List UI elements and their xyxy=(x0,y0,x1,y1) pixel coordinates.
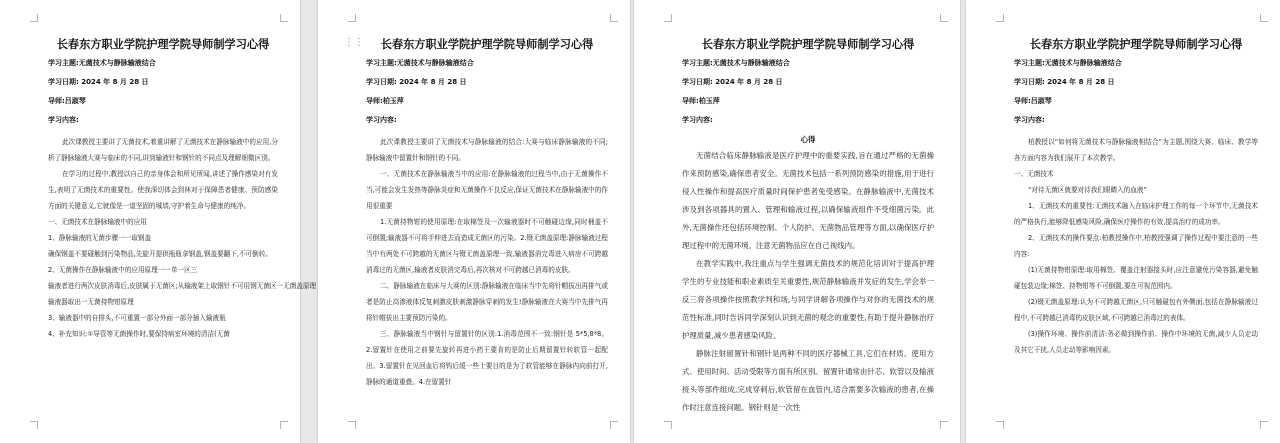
corner-mark xyxy=(1260,14,1268,22)
corner-mark xyxy=(664,421,672,429)
body-line: 一、无菌技术在静脉输液中的应用 xyxy=(48,218,147,226)
corner-mark xyxy=(940,14,948,22)
page-title: 长春东方职业学院护理学院导师制学习心得 xyxy=(380,37,594,51)
corner-mark xyxy=(280,421,288,429)
mentor: 导师:柏玉萍 xyxy=(682,97,720,105)
document-page-1 xyxy=(0,0,317,443)
body-paragraph: 1、无菌技术的重要性:无菌技术融入在临床护理工作的每一个环节中,无菌技术的严格执行,能够降低感染风险,确保医疗操作的有效,提高治疗的成功率。 xyxy=(1014,202,1258,226)
study-content-label: 学习内容: xyxy=(1014,116,1045,124)
section-heading: 心得 xyxy=(800,135,816,144)
page-title: 长春东方职业学院护理学院导师制学习心得 xyxy=(56,37,270,51)
mentor: 导师:吕淑琴 xyxy=(48,97,86,105)
study-content-label: 学习内容: xyxy=(366,116,397,124)
corner-mark xyxy=(348,421,356,429)
body-paragraph: 在教学实践中,我注重点与学生强调无菌技术的规范化培训对于提高护理学生的专业技能和职业素质至关重要性,规范静脉输液并发症的发生,学会举一反三将各项操作按照教学判和场,与同学讲解各项操作与对你的无菌技术的规范性标准,同时告诉同学深刻认识到无菌的观念的重要性,有助于提升静脉治疗护理质量,减少患者感染风险。 xyxy=(682,259,934,340)
corner-mark xyxy=(1260,421,1268,429)
body-paragraph: “对待无菌区就要对待我们眼睛入的血液” xyxy=(1028,186,1147,194)
study-date: 学习日期: 2024 年 8 月 28 日 xyxy=(48,78,149,86)
body-line: 一、无菌技术 xyxy=(1014,170,1054,178)
body-paragraph: (3)操作环境、操作前清洁:务必做到操作前、操作中环境的无菌,减少人员走动及其它干扰,人员走动等影响因素。 xyxy=(1014,330,1258,354)
body-paragraph: 静脉注射留置针和钢针是两种不同的医疗器械工具,它们在材质、使用方式、使用时间、活动受限等方面有所区别。留置针通常由针芯、软管以及输液接头等部件组成,完成穿刺后,软管留在血管内,适合需要多次输液的患者,在操作时注意连接问题。钢针则是一次性 xyxy=(682,349,934,412)
body-line: 确保钢盖不要碰触到污染物品,先旋开提供瓶瓶拿钢盖,钢盖要翻下,不可倒转。 xyxy=(48,250,272,258)
corner-mark xyxy=(940,421,948,429)
document-page-4 xyxy=(966,0,1280,443)
body-line: 2、无菌操作在静脉输液中的应用原理一一单一区三 xyxy=(48,266,198,274)
body-paragraph: (1)无菌持物钳原理:取用棉签、覆盖注射器接头时,应注意避免污染容器,避免触碰包装边缘;棉签、持物钳等不可倒置,要在可视范围内。 xyxy=(1014,266,1258,290)
body-paragraph: 在学习的过程中,教授以自己的亲身体会和所见所闻,讲述了操作感染对有发生,表明了无菌技术的重要性。使我深切体会到林对于保障患者健康、预防感染方面的关键意义,它就像是一道坚固的城墙,守护着生命与健康的纯净。 xyxy=(48,170,278,210)
mentor: 导师:柏玉萍 xyxy=(366,97,404,105)
corner-mark xyxy=(996,421,1004,429)
body-paragraph: 1.无菌持物钳的使用原理:在取棉签及一次输液器时不可触碰边缘,同时桶盖不可倒置;输液器不可将手伸进去而造成无菌区的污染。2.镊无菌盖原理:静脉输液过程当中有两处不可跨越的无菌区与镊无菌盖原理一致,输液器消完毒进入病房不可跨越消毒过的无菌区,输液者皮肤消完毒后,再次核对不可跨越已消毒的皮肤。 xyxy=(366,218,608,274)
study-topic: 学习主题:无菌技术与静脉输液结合 xyxy=(682,59,790,67)
study-topic: 学习主题:无菌技术与静脉输液结合 xyxy=(48,59,156,67)
document-page-3 xyxy=(634,0,960,443)
body-paragraph: 此次课教授主要讲了无菌技术与静脉输液的结合:大赛与临床静脉输液的不同;静脉输液中留置针和钢针的不同。 xyxy=(366,138,608,162)
study-date: 学习日期: 2024 年 8 月 28 日 xyxy=(366,78,467,86)
body-line: 输液器取出一无菌持物钳原理 xyxy=(48,298,134,306)
body-paragraph: 2、无菌技术的操作要点:柏教授操作中,柏教授强调了操作过程中要注意的一些内容: xyxy=(1014,234,1258,258)
page-body xyxy=(366,134,608,390)
corner-mark xyxy=(610,14,618,22)
page-title: 长春东方职业学院护理学院导师制学习心得 xyxy=(1029,37,1243,51)
body-paragraph: 三、静脉输液当中钢针与留置针的区别:1.消毒范围不一致:钢针是 5*5,8*8。2.留置针在使用之前要先旋转再进小药王要肯的是防止后期留置针转软管一起配出。3.留置针在见回血后将钩后缓一些士要目的是为了软管能够在静脉内向前打开,静脉的通道重叠。4.在留置针 xyxy=(366,330,608,386)
mentor: 导师:吕淑琴 xyxy=(1014,97,1052,105)
body-line: 3、输液器中的自排头,不可重置一部分外面一部分插入输液瓶 xyxy=(48,314,226,322)
page-body xyxy=(682,147,934,417)
page-body xyxy=(48,134,317,342)
corner-mark xyxy=(30,14,38,22)
corner-mark xyxy=(280,14,288,22)
drag-handle-icon[interactable]: ⋮⋮ xyxy=(344,37,364,48)
page-title: 长春东方职业学院护理学院导师制学习心得 xyxy=(701,37,915,51)
study-content-label: 学习内容: xyxy=(48,116,79,124)
corner-mark xyxy=(610,421,618,429)
corner-mark xyxy=(664,14,672,22)
corner-mark xyxy=(996,14,1004,22)
corner-mark xyxy=(348,14,356,22)
body-paragraph: (2)镊无菌盖原理:认为不可跨越无菌区,只可触碰包有外侧面,包括在静脉输液过程中,不可跨越已消毒的皮肤区域,不可跨越已消毒过的表体。 xyxy=(1014,298,1258,322)
body-paragraph: 此次课教授主要讲了无菌技术,着重讲解了无菌技术在静脉输液中的应用,分析了静脉输液大赛与临床的不同,讲到输液针和钢针的不同点及理解细微区别。 xyxy=(48,138,278,162)
study-topic: 学习主题:无菌技术与静脉输液结合 xyxy=(1014,59,1122,67)
body-line: 1、静脉输液的无菌步骤一一取钢盖 xyxy=(48,234,152,242)
study-date: 学习日期: 2024 年 8 月 28 日 xyxy=(682,78,783,86)
body-line: 4、补充知识:①导管等无菌操作时,要保持病室环境的清洁(无菌 xyxy=(48,330,230,338)
body-paragraph: 柏教授以“如何将无菌技术与静脉输液相结合”为主题,围绕大赛、临床、教学等各方面内容为我们展开了本次教学。 xyxy=(1014,138,1258,162)
body-paragraph: 无菌结合临床静脉输液是医疗护理中的重要实践,旨在通过严格的无菌操作来预防感染,确保患者安全。无菌技术包括一系列预防感染的措施,用于进行侵入性操作和提高医疗质量时间保护患者免受感染。在静脉输液中,无菌技术涉及到各项器具的置入、管理和输液过程,以确保输液组件不受细菌污染。此外,无菌操作还包括环境控制、个人防护、无菌物品管理等方面,以确保医疗护理过程中的无菌环境。注意无菌物品应在自己视线内。 xyxy=(682,151,934,250)
body-paragraph: 二、静脉输液在临床与大赛的区别:静脉输液在临床当中先将针帽拔出再排气或者是防止高渗液体反复刺激皮肤刺激静脉穿刺的发生!静脉输液在大赛当中先排气再将针帽拔出主要预防污染的。 xyxy=(366,282,608,322)
study-content-label: 学习内容: xyxy=(682,116,713,124)
study-date: 学习日期: 2024 年 8 月 28 日 xyxy=(1014,78,1115,86)
corner-mark xyxy=(30,421,38,429)
document-page-2 xyxy=(318,0,630,443)
body-paragraph: 一、无菌技术在静脉输液当中的应用:在静脉输液的过程当中,由于无菌操作不当,可能会发生发热等静脉炎症和无菌操作不良反应,保证无菌技术在静脉输液中的作用很重要 xyxy=(366,170,608,210)
study-topic: 学习主题:无菌技术与静脉输液结合 xyxy=(366,59,474,67)
page-body xyxy=(1014,134,1258,358)
body-line: 输液者进行两次皮肤消毒后,皮肤属于无菌区;从输液架上取钢针不可用钢无菌区一无菌盖原理 xyxy=(48,282,317,290)
